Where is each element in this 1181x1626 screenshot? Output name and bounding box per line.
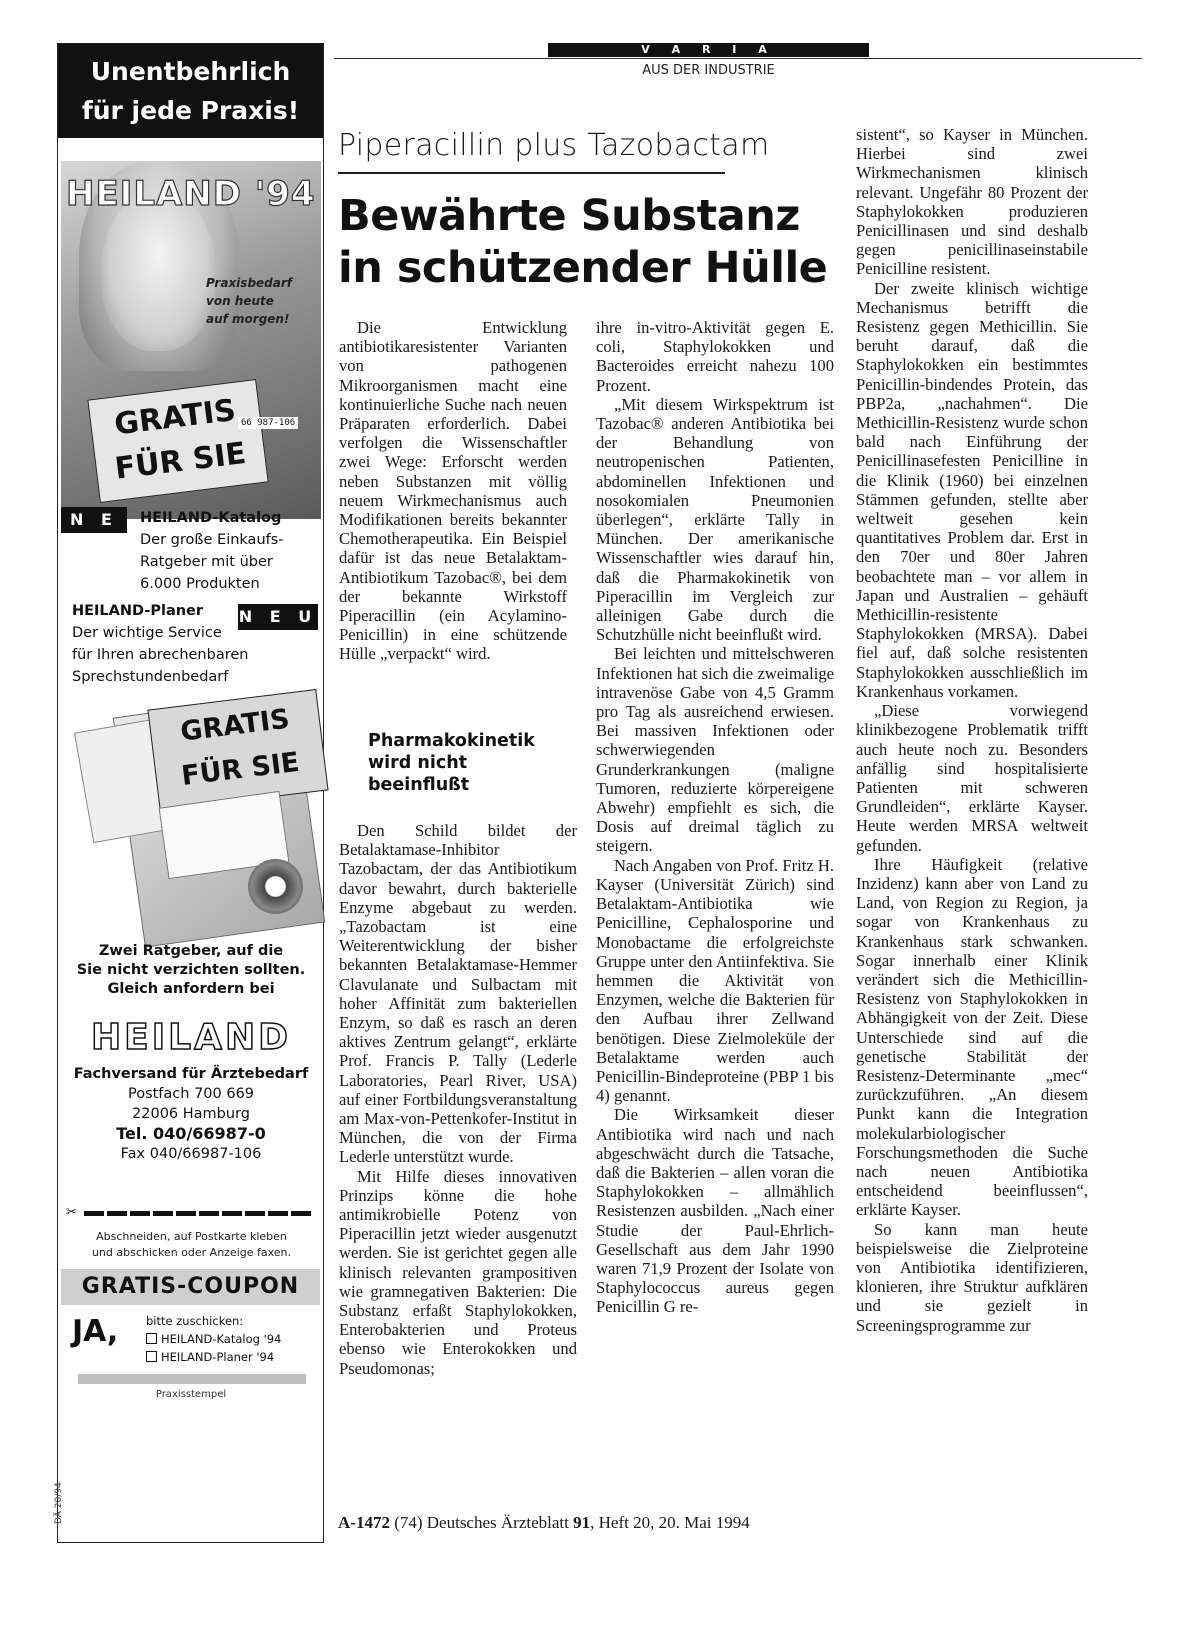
address-company: Fachversand für Ärztebedarf	[73, 1066, 309, 1082]
slogan-line: Praxisbedarf	[206, 276, 292, 290]
phone-tag: 66 987-106	[238, 417, 298, 429]
scissors-icon: ✂	[66, 1204, 77, 1219]
cut-instructions	[64, 1229, 319, 1261]
ad-call-to-action	[66, 942, 316, 999]
heiland-logo: HEILAND	[91, 1017, 291, 1058]
header-rule	[334, 58, 1142, 59]
checkbox-icon[interactable]	[146, 1351, 157, 1362]
ad-headline-line: Unentbehrlich	[90, 57, 291, 86]
paragraph: ihre in-vitro-Aktivität gegen E. coli, Staphylokokken und Bacteroides erreicht nahezu 100 Prozent.	[596, 318, 834, 395]
journal-name: (74) Deutsches Ärzteblatt	[394, 1513, 569, 1532]
address-postbox: Postfach 700 669	[127, 1086, 255, 1102]
ad-address	[66, 1064, 316, 1164]
cut-line-text: und abschicken oder Anzeige faxen.	[91, 1246, 292, 1259]
title-line: in schützender Hülle	[338, 243, 828, 293]
article-kicker: Piperacillin plus Tazobactam	[338, 128, 770, 163]
stamp-label: Praxisstempel	[155, 1389, 227, 1400]
paragraph: „Diese vorwiegend klinikbezogene Problematik trifft auch heute noch zu. Besonders anfällig sind hospitalisierte Patienten mit schweren Grundleiden“, erklärte Kayser. Heute werden MRSA weltweit gefunden.	[856, 701, 1088, 855]
paragraph: Nach Angaben von Prof. Fritz H. Kayser (Universität Zürich) sind Betalaktam-Antibiotika wie Penicilline, Cephalosporine und Monobactame die erfolgreichste Gruppe unter den Antiinfektiva. Sie hemmen die Aktivität von Enzymen, welche die Bakterien für den Aufbau ihrer Zellwand benötigen. Diese Zielmoleküle der Betalaktame werden auch Penicillin-Bindeproteine (PBP 1 bis 4) genannt.	[596, 855, 834, 1106]
paragraph: Bei leichten und mittelschweren Infektionen hat sich die zweimalige intravenöse Gabe von 4,5 Gramm pro Tag als ausreichend erwiesen. Bei massiven Infektionen oder schwerwiegenden Grunderkrankungen (maligne Tumoren, reduzierte körpereigene Abwehr) empfiehlt es sich, die Dosis auf dreimal täglich zu steigern.	[596, 644, 834, 856]
tape-roll-image	[248, 859, 303, 914]
issue-date: , Heft 20, 20. Mai 1994	[590, 1513, 750, 1532]
address-fax: Fax 040/66987-106	[120, 1146, 262, 1162]
planer-line: Der wichtige Service	[72, 625, 222, 641]
katalog-line: Der große Einkaufs-	[140, 532, 284, 548]
cut-line-text: Abschneiden, auf Postkarte kleben	[96, 1230, 287, 1243]
gratis-badge	[147, 689, 328, 811]
page-footer	[338, 1513, 858, 1533]
subheading-line: wird nicht	[368, 753, 468, 773]
gratis-badge	[87, 379, 268, 503]
paragraph: „Mit diesem Wirkspektrum ist Tazobac® anderen Antibiotika bei der Behandlung von neutropenischen Patienten, abdominellen Infektionen und nosokomialen Pneumonien überlegen“, erklärte Tally in München. Der amerikanische Wissenschaftler wies darauf hin, daß die Pharmakokinetik von Piperacillin im Vergleich zur alleinigen Gabe durch die Schutzhülle nicht beeinflußt wird.	[596, 394, 834, 645]
paragraph: So kann man heute beispielsweise die Zielproteine von Antibiotika identifizieren, klonieren, ihre Struktur aufklären und sie gezielt in Screeningsprogramme zur	[856, 1219, 1088, 1335]
page-number: A-1472	[338, 1513, 390, 1532]
paragraph: Die Wirksamkeit dieser Antibiotika wird nach und nach abgeschwächt durch die Tatsache, daß die Bakterien – allen voran die Staphylokokken – allmählich Resistenzen ausbilden. „Nach einer Studie der Paul-Ehrlich-Gesellschaft aus dem Jahr 1990 waren 71,9 Prozent der Isolate von Staphylococcus aureus gegen Penicillin G re-	[596, 1105, 834, 1317]
subheading-line: beeinflußt	[368, 775, 470, 795]
checkbox-icon[interactable]	[146, 1333, 157, 1344]
article-column-1-bottom	[339, 821, 577, 1378]
ad-code: DÄ 20/94	[54, 1482, 64, 1524]
title-line: Bewährte Substanz	[338, 191, 800, 241]
neu-badge: N E U	[61, 507, 127, 533]
katalog-title: HEILAND-Katalog	[140, 510, 282, 526]
gratis-line: FÜR SIE	[113, 435, 248, 487]
dashed-line	[84, 1207, 314, 1225]
paragraph: Mit Hilfe dieses innovativen Prinzips könne die hohe antimikrobielle Potenz von Piperacillin jetzt wieder ausgenutzt werden. Sie ist gerichtet gegen alle klinisch relevanten grampositiven wie gramnegativen Bakterien: Die Substanz erfaßt Staphylokokken, Enterobakterien und Proteus ebenso wie Enterokokken und Pseudomonas;	[339, 1166, 577, 1378]
planer-line: für Ihren abrechenbaren	[72, 647, 249, 663]
article-column-1-top	[339, 318, 567, 664]
paragraph: Die Entwicklung antibiotikaresistenter Varianten von pathogenen Mikroorganismen macht eine kontinuierliche Suche nach neuen Präparaten erforderlich. Dabei verfolgen die Wissenschaftler zwei Wege: Erforscht werden neben Substanzen mit völlig neuem Wirkmechanismus auch Modifikationen bereits bekannter Chemotherapeutika. Ein Beispiel dafür ist das neue Betalaktam-Antibiotikum Tazobac®, bei dem der bekannte Wirkstoff Piperacillin (ein Acylamino-Penicillin) in eine schützende Hülle „verpackt“ wird.	[339, 318, 567, 664]
cta-line: Zwei Ratgeber, auf die	[98, 943, 284, 959]
cut-line	[58, 1204, 323, 1221]
subheading-line: Pharmakokinetik	[368, 731, 535, 751]
address-city: 22006 Hamburg	[132, 1106, 250, 1122]
coupon-header: GRATIS-COUPON	[61, 1269, 320, 1305]
coupon-option-label: HEILAND-Planer '94	[161, 1350, 275, 1364]
slogan-line: von heute	[206, 294, 274, 308]
coupon-send-label: bitte zuschicken:	[146, 1314, 244, 1328]
ad-headline	[58, 44, 323, 138]
ad-slogan	[206, 274, 316, 328]
planer-title: HEILAND-Planer	[72, 603, 204, 619]
paragraph: sistent“, so Kayser in München. Hierbei sind zwei Wirkmechanismen klinisch relevant. Ungefähr 80 Prozent der Staphylokokken produzieren Penicillinasen und sind deshalb gegen penicillinaseinstabile Penicilline resistent.	[856, 125, 1088, 279]
coupon-option-planer[interactable]	[146, 1348, 316, 1366]
stamp-field-bar	[78, 1374, 306, 1384]
katalog-description	[140, 507, 320, 595]
coupon-option-katalog[interactable]	[146, 1330, 316, 1348]
katalog-line: Ratgeber mit über	[140, 554, 273, 570]
volume-number: 91	[573, 1513, 591, 1532]
coupon-options	[146, 1312, 316, 1366]
cta-line: Sie nicht verzichten sollten.	[76, 962, 306, 978]
address-tel: Tel. 040/66987-0	[116, 1124, 266, 1143]
ad-headline-line: für jede Praxis!	[81, 96, 300, 125]
gratis-line: FÜR SIE	[179, 746, 302, 792]
kicker-rule	[338, 172, 725, 174]
paragraph: Ihre Häufigkeit (relative Inzidenz) kann aber von Land zu Land, von Region zu Region, ja sogar von Krankenhaus zu Krankenhaus stark schwanken. Sogar innerhalb einer Klinik verändert sich die Methicillin-Resistenz von Staphylokokken in Abhängigkeit von der Zeit. Diese Unterschiede sind auf die genetische Stabilität der Resistenz-Determinante „mec“ zurückzuführen. „An diesem Punkt kann die Integration molekularbiologischer Forschungsmethoden die Suche nach neuen Antibiotika entscheidend beeinflussen“, erklärte Kayser.	[856, 854, 1088, 1220]
cta-line: Gleich anfordern bei	[107, 981, 275, 997]
katalog-line: 6.000 Produkten	[140, 576, 260, 592]
slogan-line: auf morgen!	[206, 312, 290, 326]
coupon-option-label: HEILAND-Katalog '94	[161, 1332, 282, 1346]
photo-face	[101, 191, 216, 351]
ad-brand-logo-94: HEILAND '94	[66, 174, 316, 214]
article-subheading	[368, 730, 578, 796]
section-bar: V A R I A	[548, 43, 869, 57]
advertisement	[54, 43, 324, 1543]
planer-line: Sprechstundenbedarf	[72, 669, 229, 685]
article-title	[338, 190, 838, 294]
gratis-line: GRATIS	[178, 703, 292, 748]
article-column-2	[596, 318, 834, 1317]
neu-badge: N E U	[238, 604, 318, 630]
section-subtitle: AUS DER INDUSTRIE	[642, 63, 775, 78]
paragraph: Der zweite klinisch wichtige Mechanismus betrifft die Resistenz gegen Methicillin. Sie beruht darauf, daß die Staphylokokken ein bestimmtes Penicillin-bindendes Protein, das PBP2a, „nachahmen“. Die Methicillin-Resistenz wurde schon bald nach Einführung der Penicillinasefesten Penicilline in die Klinik (1960) bei einzelnen Stämmen gefunden, stellte aber weltweit gesehen kein quantitatives Problem dar. Erst in den 70er und 80er Jahren beobachtete man – vor allem in Japan und Australien – gehäuft Methicillin-resistente Staphylokokken (MRSA). Dabei fiel auf, daß solche resistenten Staphylokokken ausschließlich im Krankenhaus vorkamen.	[856, 278, 1088, 701]
coupon-ja: JA,	[72, 1314, 119, 1349]
article-column-3	[856, 125, 1088, 1335]
paragraph: Den Schild bildet der Betalaktamase-Inhibitor Tazobactam, der das Antibiotikum davor bewahrt, durch bakterielle Enzyme abgebaut zu werden. „Tazobactam ist eine Weiterentwicklung der bisher bekannten Betalaktamase-Hemmer Clavulanate und Sulbactam mit hoher Affinität zum bakteriellen Enzym, so daß es rasch an deren aktives Zentrum gelangt“, erklärte Prof. Francis P. Tally (Lederle Laboratories, Pearl River, USA) auf einer Fortbildungsveranstaltung am Max-von-Pettenkofer-Institut in München, die von der Firma Lederle unterstützt wurde.	[339, 821, 577, 1167]
gratis-line: GRATIS	[112, 392, 238, 443]
